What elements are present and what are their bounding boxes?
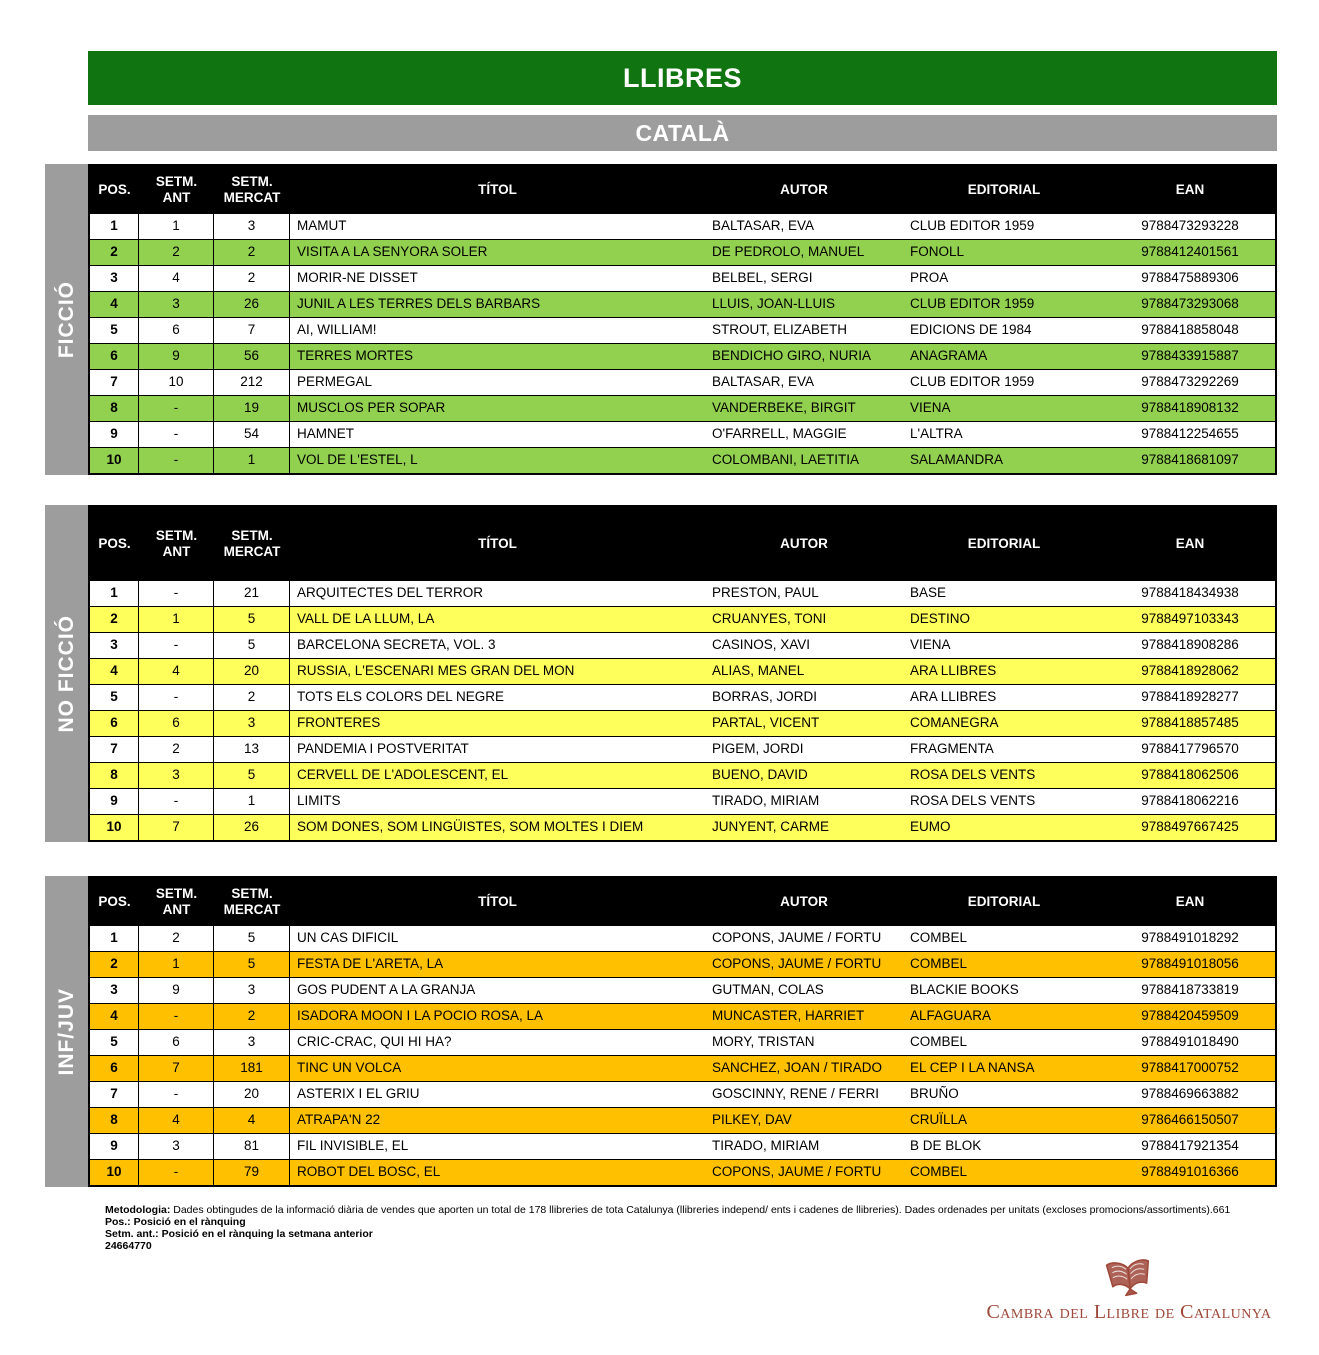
cell-titol: MORIR-NE DISSET	[297, 270, 418, 285]
footer-notes	[105, 1204, 1319, 1252]
cell-ean: 9788418062506	[1141, 767, 1239, 782]
cell-ean: 9788418928062	[1141, 663, 1239, 678]
cell-autor: CASINOS, XAVI	[712, 637, 811, 652]
cell-titol: ATRAPA'N 22	[297, 1112, 381, 1127]
cell-pos: 3	[90, 978, 139, 1003]
cell-titol: VOL DE L'ESTEL, L	[297, 452, 418, 467]
table-row	[90, 710, 1275, 736]
cell-pos: 1	[90, 214, 139, 239]
cell-pos: 9	[90, 789, 139, 814]
table-row	[90, 369, 1275, 395]
col-autor: AUTOR	[780, 893, 828, 909]
cell-setm-mercat: 21	[214, 581, 290, 606]
cell-setm-mercat: 2	[214, 685, 290, 710]
cell-setm-mercat: 26	[214, 292, 290, 317]
col-editorial: EDITORIAL	[967, 893, 1041, 909]
col-setm-mercat: SETM. MERCAT	[223, 173, 281, 205]
cell-autor: TIRADO, MIRIAM	[712, 1138, 820, 1153]
table-row	[90, 395, 1275, 421]
cell-autor: DE PEDROLO, MANUEL	[712, 244, 865, 259]
cell-setm-ant: 1	[139, 607, 214, 632]
cell-editorial: ROSA DELS VENTS	[910, 793, 1036, 808]
cell-autor: COLOMBANI, LAETITIA	[712, 452, 860, 467]
cell-editorial: DESTINO	[910, 611, 971, 626]
cell-setm-mercat: 5	[214, 633, 290, 658]
cell-setm-mercat: 3	[214, 711, 290, 736]
cambra-logo	[978, 1257, 1280, 1324]
cell-pos: 7	[90, 370, 139, 395]
cell-pos: 6	[90, 711, 139, 736]
cell-autor: JUNYENT, CARME	[712, 819, 830, 834]
cell-titol: GOS PUDENT A LA GRANJA	[297, 982, 476, 997]
cell-ean: 9788491016366	[1141, 1164, 1239, 1179]
cell-pos: 7	[90, 737, 139, 762]
cell-titol: PERMEGAL	[297, 374, 373, 389]
cell-pos: 5	[90, 318, 139, 343]
table-header	[90, 166, 1275, 213]
cell-editorial: SALAMANDRA	[910, 452, 1004, 467]
table-row	[90, 606, 1275, 632]
cell-setm-mercat: 3	[214, 978, 290, 1003]
open-book-icon	[1102, 1255, 1156, 1302]
cell-ean: 9788417921354	[1141, 1138, 1239, 1153]
cell-setm-ant: -	[139, 448, 214, 473]
cell-titol: FIL INVISIBLE, EL	[297, 1138, 409, 1153]
table-row	[90, 762, 1275, 788]
cell-ean: 9788412254655	[1141, 426, 1239, 441]
table-row	[90, 291, 1275, 317]
cell-pos: 5	[90, 1030, 139, 1055]
col-pos: POS.	[98, 535, 131, 551]
cell-editorial: COMBEL	[910, 956, 968, 971]
cell-editorial: COMBEL	[910, 930, 968, 945]
cell-titol: AI, WILLIAM!	[297, 322, 377, 337]
cell-titol: LIMITS	[297, 793, 341, 808]
cell-ean: 9788491018292	[1141, 930, 1239, 945]
cell-ean: 9788418858048	[1141, 322, 1239, 337]
cell-ean: 9788491018056	[1141, 956, 1239, 971]
cell-setm-ant: 3	[139, 763, 214, 788]
cell-autor: COPONS, JAUME / FORTU	[712, 930, 882, 945]
cell-setm-mercat: 181	[214, 1056, 290, 1081]
cell-editorial: COMBEL	[910, 1034, 968, 1049]
cell-autor: PRESTON, PAUL	[712, 585, 819, 600]
cell-setm-ant: 6	[139, 711, 214, 736]
cell-pos: 5	[90, 685, 139, 710]
cell-editorial: CLUB EDITOR 1959	[910, 374, 1035, 389]
cell-titol: MUSCLOS PER SOPAR	[297, 400, 446, 415]
cell-ean: 9788469663882	[1141, 1086, 1239, 1101]
col-titol: TÍTOL	[478, 535, 517, 551]
cell-setm-mercat: 7	[214, 318, 290, 343]
table-row	[90, 814, 1275, 840]
cell-ean: 9788433915887	[1141, 348, 1239, 363]
cell-editorial: FONOLL	[910, 244, 965, 259]
table-row	[90, 1055, 1275, 1081]
table-row	[90, 1133, 1275, 1159]
table-row	[90, 658, 1275, 684]
table-row	[90, 736, 1275, 762]
cell-editorial: L'ALTRA	[910, 426, 963, 441]
cell-titol: JUNIL A LES TERRES DELS BARBARS	[297, 296, 541, 311]
col-autor: AUTOR	[780, 181, 828, 197]
table-row	[90, 317, 1275, 343]
section-label-no-ficcio: NO FICCIÓ	[45, 505, 88, 842]
cell-titol: FRONTERES	[297, 715, 381, 730]
col-pos: POS.	[98, 181, 131, 197]
cell-setm-ant: 1	[139, 952, 214, 977]
cell-ean: 9788497667425	[1141, 819, 1239, 834]
cell-setm-mercat: 1	[214, 789, 290, 814]
cell-titol: TERRES MORTES	[297, 348, 414, 363]
table-row	[90, 1081, 1275, 1107]
cell-pos: 1	[90, 926, 139, 951]
ranking-table-no-ficcio	[45, 505, 1319, 842]
cell-pos: 9	[90, 422, 139, 447]
table-body	[90, 925, 1275, 1185]
table-header	[90, 507, 1275, 580]
cell-editorial: EUMO	[910, 819, 951, 834]
cell-ean: 9788475889306	[1141, 270, 1239, 285]
cell-pos: 1	[90, 581, 139, 606]
cell-editorial: COMBEL	[910, 1164, 968, 1179]
cell-setm-mercat: 5	[214, 926, 290, 951]
cell-pos: 2	[90, 607, 139, 632]
cell-autor: ALIAS, MANEL	[712, 663, 805, 678]
cell-titol: BARCELONA SECRETA, VOL. 3	[297, 637, 496, 652]
cell-setm-ant: 6	[139, 318, 214, 343]
cell-autor: BORRAS, JORDI	[712, 689, 818, 704]
cell-setm-mercat: 13	[214, 737, 290, 762]
cell-setm-mercat: 212	[214, 370, 290, 395]
cell-autor: SANCHEZ, JOAN / TIRADO	[712, 1060, 883, 1075]
cell-pos: 10	[90, 1160, 139, 1185]
cell-ean: 9788497103343	[1141, 611, 1239, 626]
cell-autor: COPONS, JAUME / FORTU	[712, 1164, 882, 1179]
table-row	[90, 632, 1275, 658]
cell-setm-mercat: 1	[214, 448, 290, 473]
cell-setm-ant: -	[139, 581, 214, 606]
cell-pos: 6	[90, 344, 139, 369]
ranking-table-ficcio	[45, 164, 1319, 475]
cell-editorial: BASE	[910, 585, 947, 600]
cell-pos: 3	[90, 266, 139, 291]
cell-autor: O'FARRELL, MAGGIE	[712, 426, 847, 441]
cell-setm-ant: 4	[139, 659, 214, 684]
table-row	[90, 925, 1275, 951]
cell-setm-mercat: 4	[214, 1108, 290, 1133]
cell-editorial: CLUB EDITOR 1959	[910, 296, 1035, 311]
cell-setm-mercat: 5	[214, 952, 290, 977]
cell-ean: 9786466150507	[1141, 1112, 1239, 1127]
cell-autor: MUNCASTER, HARRIET	[712, 1008, 865, 1023]
cell-setm-ant: 4	[139, 1108, 214, 1133]
cell-setm-ant: 10	[139, 370, 214, 395]
cell-setm-mercat: 3	[214, 214, 290, 239]
cell-ean: 9788418908286	[1141, 637, 1239, 652]
cell-titol: CRIC-CRAC, QUI HI HA?	[297, 1034, 452, 1049]
cell-titol: ROBOT DEL BOSC, EL	[297, 1164, 441, 1179]
table-row	[90, 265, 1275, 291]
cell-setm-ant: 7	[139, 1056, 214, 1081]
cell-setm-ant: -	[139, 633, 214, 658]
cell-setm-ant: 2	[139, 240, 214, 265]
table-row	[90, 447, 1275, 473]
cell-titol: TINC UN VOLCA	[297, 1060, 402, 1075]
cell-titol: CERVELL DE L'ADOLESCENT, EL	[297, 767, 509, 782]
cell-pos: 8	[90, 763, 139, 788]
col-setm-ant: SETM. ANT	[155, 885, 198, 917]
cell-autor: MORY, TRISTAN	[712, 1034, 815, 1049]
cell-titol: PANDEMIA I POSTVERITAT	[297, 741, 469, 756]
table-row	[90, 1107, 1275, 1133]
cell-editorial: CRUÏLLA	[910, 1112, 968, 1127]
cell-ean: 9788473293228	[1141, 218, 1239, 233]
table-row	[90, 580, 1275, 606]
cell-pos: 8	[90, 396, 139, 421]
cell-setm-ant: 2	[139, 926, 214, 951]
cell-setm-mercat: 2	[214, 1004, 290, 1029]
cell-ean: 9788473292269	[1141, 374, 1239, 389]
col-setm-mercat: SETM. MERCAT	[223, 527, 281, 559]
cell-setm-ant: 3	[139, 292, 214, 317]
cell-editorial: VIENA	[910, 400, 951, 415]
page-subtitle: CATALÀ	[88, 115, 1277, 151]
cell-setm-mercat: 26	[214, 815, 290, 840]
cell-pos: 4	[90, 1004, 139, 1029]
col-editorial: EDITORIAL	[967, 535, 1041, 551]
cell-setm-mercat: 56	[214, 344, 290, 369]
table-row	[90, 239, 1275, 265]
cell-ean: 9788418857485	[1141, 715, 1239, 730]
table-row	[90, 951, 1275, 977]
cell-pos: 3	[90, 633, 139, 658]
cell-pos: 9	[90, 1134, 139, 1159]
col-setm-ant: SETM. ANT	[155, 527, 198, 559]
col-ean: EAN	[1175, 181, 1205, 197]
cell-autor: PIGEM, JORDI	[712, 741, 804, 756]
cell-ean: 9788418908132	[1141, 400, 1239, 415]
col-titol: TÍTOL	[478, 181, 517, 197]
cell-setm-ant: 1	[139, 214, 214, 239]
methodology-note: Metodologia: Dades obtingudes de la informació diària de vendes que aporten un total de 178 llibreries de tota Catalunya (llibreries independ/ ents i cadenes de llibreries). Dades ordenades per unitats (excloses promocions/assortiments).661	[105, 1204, 1231, 1216]
cell-editorial: ALFAGUARA	[910, 1008, 992, 1023]
cell-setm-ant: -	[139, 1082, 214, 1107]
cell-setm-mercat: 5	[214, 607, 290, 632]
table-row	[90, 343, 1275, 369]
cell-titol: ASTERIX I EL GRIU	[297, 1086, 420, 1101]
cell-titol: MAMUT	[297, 218, 347, 233]
ranking-table-inf-juv	[45, 876, 1319, 1187]
section-label-ficcio: FICCIÓ	[45, 164, 88, 475]
cell-pos: 4	[90, 659, 139, 684]
cell-autor: VANDERBEKE, BIRGIT	[712, 400, 856, 415]
cell-setm-ant: 6	[139, 1030, 214, 1055]
table-row	[90, 1003, 1275, 1029]
cell-titol: TOTS ELS COLORS DEL NEGRE	[297, 689, 505, 704]
cell-titol: SOM DONES, SOM LINGÜISTES, SOM MOLTES I DIEM	[297, 819, 644, 834]
table-row	[90, 1029, 1275, 1055]
cell-pos: 10	[90, 448, 139, 473]
cell-autor: TIRADO, MIRIAM	[712, 793, 820, 808]
table-row	[90, 684, 1275, 710]
cell-ean: 9788418062216	[1141, 793, 1239, 808]
col-pos: POS.	[98, 893, 131, 909]
cell-pos: 10	[90, 815, 139, 840]
cell-titol: ISADORA MOON I LA POCIO ROSA, LA	[297, 1008, 544, 1023]
cell-titol: VISITA A LA SENYORA SOLER	[297, 244, 488, 259]
cell-setm-ant: -	[139, 685, 214, 710]
cell-pos: 8	[90, 1108, 139, 1133]
col-setm-mercat: SETM. MERCAT	[223, 885, 281, 917]
col-ean: EAN	[1175, 535, 1205, 551]
page-title: LLIBRES	[88, 51, 1277, 105]
cell-editorial: EL CEP I LA NANSA	[910, 1060, 1035, 1075]
cell-autor: GOSCINNY, RENE / FERRI	[712, 1086, 880, 1101]
cell-titol: FESTA DE L'ARETA, LA	[297, 956, 444, 971]
cell-setm-ant: -	[139, 422, 214, 447]
cell-ean: 9788420459509	[1141, 1008, 1239, 1023]
cell-autor: BALTASAR, EVA	[712, 218, 815, 233]
col-ean: EAN	[1175, 893, 1205, 909]
cell-pos: 7	[90, 1082, 139, 1107]
cell-autor: STROUT, ELIZABETH	[712, 322, 848, 337]
table-row	[90, 788, 1275, 814]
cell-ean: 9788418434938	[1141, 585, 1239, 600]
logo-text: Cambra del Llibre de Catalunya	[986, 1301, 1272, 1323]
cell-setm-mercat: 81	[214, 1134, 290, 1159]
cell-setm-mercat: 20	[214, 1082, 290, 1107]
cell-editorial: BLACKIE BOOKS	[910, 982, 1019, 997]
cell-setm-mercat: 19	[214, 396, 290, 421]
cell-autor: CRUANYES, TONI	[712, 611, 827, 626]
cell-autor: PILKEY, DAV	[712, 1112, 792, 1127]
table-header	[90, 878, 1275, 925]
cell-setm-mercat: 79	[214, 1160, 290, 1185]
setm-ant-definition: Setm. ant.: Posició en el rànquing la setmana anterior	[105, 1228, 373, 1240]
cell-setm-mercat: 3	[214, 1030, 290, 1055]
pos-definition: Pos.: Posició en el rànquing	[105, 1216, 246, 1228]
cell-setm-ant: -	[139, 1004, 214, 1029]
cell-editorial: ANAGRAMA	[910, 348, 988, 363]
cell-editorial: EDICIONS DE 1984	[910, 322, 1032, 337]
cell-setm-ant: -	[139, 789, 214, 814]
cell-autor: PARTAL, VICENT	[712, 715, 820, 730]
cell-autor: BENDICHO GIRO, NURIA	[712, 348, 872, 363]
cell-setm-ant: 9	[139, 344, 214, 369]
cell-setm-ant: 3	[139, 1134, 214, 1159]
cell-autor: BELBEL, SERGI	[712, 270, 813, 285]
cell-titol: ARQUITECTES DEL TERROR	[297, 585, 484, 600]
cell-editorial: BRUÑO	[910, 1086, 959, 1101]
col-setm-ant: SETM. ANT	[155, 173, 198, 205]
cell-setm-mercat: 2	[214, 240, 290, 265]
cell-editorial: ARA LLIBRES	[910, 663, 997, 678]
cell-ean: 9788412401561	[1141, 244, 1239, 259]
cell-titol: HAMNET	[297, 426, 354, 441]
table-row	[90, 213, 1275, 239]
report-code: 24664770	[105, 1240, 152, 1252]
cell-setm-ant: -	[139, 1160, 214, 1185]
cell-editorial: ARA LLIBRES	[910, 689, 997, 704]
table-row	[90, 421, 1275, 447]
cell-ean: 9788491018490	[1141, 1034, 1239, 1049]
cell-ean: 9788473293068	[1141, 296, 1239, 311]
cell-editorial: CLUB EDITOR 1959	[910, 218, 1035, 233]
cell-setm-mercat: 20	[214, 659, 290, 684]
cell-editorial: B DE BLOK	[910, 1138, 982, 1153]
cell-autor: GUTMAN, COLAS	[712, 982, 824, 997]
cell-setm-ant: 7	[139, 815, 214, 840]
cell-pos: 4	[90, 292, 139, 317]
cell-setm-ant: 9	[139, 978, 214, 1003]
table-body	[90, 213, 1275, 473]
cell-autor: LLUIS, JOAN-LLUIS	[712, 296, 836, 311]
cell-ean: 9788418681097	[1141, 452, 1239, 467]
cell-autor: COPONS, JAUME / FORTU	[712, 956, 882, 971]
table-row	[90, 977, 1275, 1003]
cell-titol: UN CAS DIFICIL	[297, 930, 399, 945]
cell-ean: 9788417000752	[1141, 1060, 1239, 1075]
cell-setm-ant: -	[139, 396, 214, 421]
cell-titol: VALL DE LA LLUM, LA	[297, 611, 435, 626]
cell-editorial: VIENA	[910, 637, 951, 652]
table-row	[90, 1159, 1275, 1185]
cell-setm-ant: 2	[139, 737, 214, 762]
cell-pos: 6	[90, 1056, 139, 1081]
cell-pos: 2	[90, 952, 139, 977]
cell-editorial: PROA	[910, 270, 949, 285]
cell-ean: 9788418928277	[1141, 689, 1239, 704]
cell-editorial: ROSA DELS VENTS	[910, 767, 1036, 782]
cell-editorial: FRAGMENTA	[910, 741, 994, 756]
cell-editorial: COMANEGRA	[910, 715, 999, 730]
cell-autor: BALTASAR, EVA	[712, 374, 815, 389]
cell-ean: 9788418733819	[1141, 982, 1239, 997]
col-autor: AUTOR	[780, 535, 828, 551]
cell-setm-mercat: 54	[214, 422, 290, 447]
col-titol: TÍTOL	[478, 893, 517, 909]
cell-pos: 2	[90, 240, 139, 265]
cell-setm-ant: 4	[139, 266, 214, 291]
cell-setm-mercat: 2	[214, 266, 290, 291]
table-body	[90, 580, 1275, 840]
section-label-inf-juv: INF/JUV	[45, 876, 88, 1187]
cell-titol: RUSSIA, L'ESCENARI MES GRAN DEL MON	[297, 663, 575, 678]
col-editorial: EDITORIAL	[967, 181, 1041, 197]
cell-setm-mercat: 5	[214, 763, 290, 788]
cell-autor: BUENO, DAVID	[712, 767, 808, 782]
cell-ean: 9788417796570	[1141, 741, 1239, 756]
